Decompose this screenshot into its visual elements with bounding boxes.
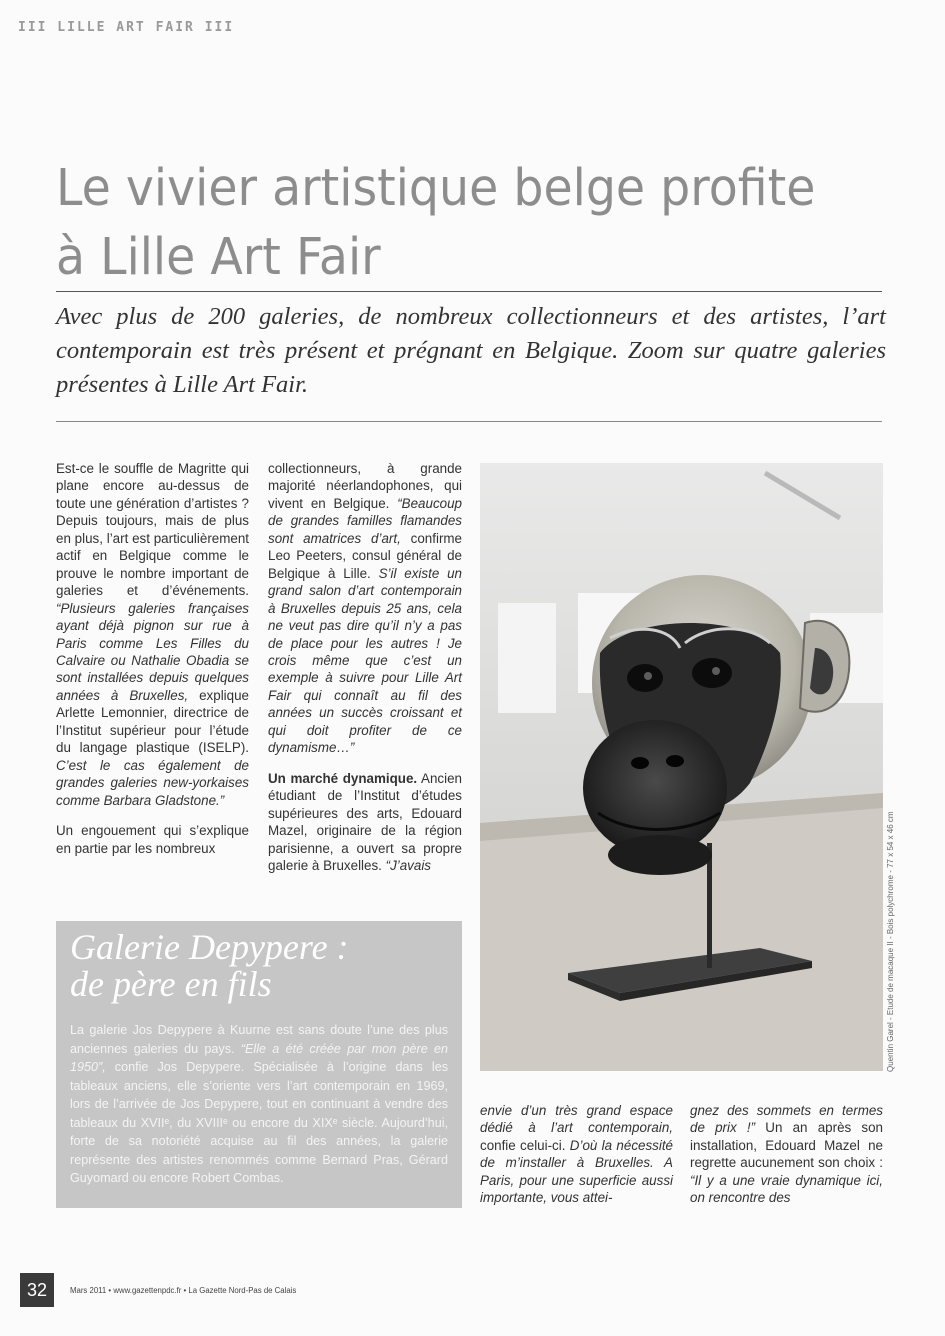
headline: Le vivier artistique belge profite à Lille Art Fair (56, 159, 816, 287)
sidebar-body: La galerie Jos Depypere à Kuurne est sans doute l’une des plus anciennes galeries du pays. “Elle a été créée par mon père en 1950”, confie Jos Depypere. Spécialisée à l’origine dans les tableaux anciens, elle s’oriente vers l’art contemporain en 1969, lors de l’arrivée de Jos Depypere, tout en continuant à vendre des tableaux du XVIIᵉ, du XVIIIᵉ ou encore du XIXᵉ siècle. Aujourd’hui, forte de sa notoriété acquise au fil des années, la galerie représente des artistes renommés comme Bernard Pras, Gérard Guyomard ou encore Robert Combas. (70, 1023, 448, 1185)
article-column-1 (56, 460, 249, 870)
photo-credit: Quentin Garel - Etude de macaque II - Bois polychrome - 77 x 54 x 46 cm (886, 811, 895, 1072)
paragraph: Est-ce le souffle de Magritte qui plane encore au-dessus de toute une génération d’artistes ? Depuis toujours, mais de plus en plus, l’art est particulièrement actif en Belgique comme le prouve le nombre important de galeries et d’événements. “Plusieurs galeries françaises ayant déjà pignon sur rue à Paris comme Les Filles du Calvaire ou Nathalie Obadia se sont installées depuis quelques années à Bruxelles, explique Arlette Lemonnier, directrice de l’Institut supérieur pour l’étude du langage plastique (ISELP). C’est le cas également de grandes galeries new-yorkaises comme Barbara Gladstone.” (56, 461, 249, 808)
footer-text: Mars 2011 • www.gazettenpdc.fr • La Gazette Nord-Pas de Calais (70, 1286, 297, 1295)
paragraph: gnez des sommets en termes de prix !” Un an après son installation, Edouard Mazel ne regrette aucunement son choix : “Il y a une vraie dynamique ici, on rencontre des (690, 1103, 884, 1206)
article-column-4 (690, 1102, 883, 1220)
photo-macaque-sculpture (480, 463, 883, 1071)
subhead: Un marché dynamique. (268, 770, 418, 786)
sidebar-box (56, 921, 462, 1208)
paragraph: Un marché dynamique. Ancien étudiant de l’Institut d’études supérieures des arts, Edouard Mazel, originaire de la région parisienne, a ouvert sa propre galerie à Bruxelles. “J’avais (268, 770, 462, 873)
paragraph: collectionneurs, à grande majorité néerlandophones, qui vivent en Belgique. “Beaucoup de grandes familles flamandes sont amatrices d’art, confirme Leo Peeters, consul général de Belgique à Lille. S’il existe un grand salon d’art contemporain à Bruxelles depuis 25 ans, cela ne veut pas dire qu’il n’y a pas de place pour les autres ! Je crois même que c’est un exemple à suivre pour Lille Art Fair qui connaît au fil des années un succès croissant et qui doit profiter de ce dynamisme…” (268, 461, 462, 756)
paragraph: envie d’un très grand espace dédié à l’art contemporain, confie celui-ci. D’où la nécessité de m’installer à Bruxelles. A Paris, pour une superficie aussi importante, vous attei- (480, 1103, 673, 1206)
section-header: III LILLE ART FAIR III (18, 20, 235, 35)
article-column-2 (268, 460, 462, 887)
paragraph: Un engouement qui s’explique en partie par les nombreux (56, 823, 249, 856)
page-number: 32 (20, 1273, 54, 1307)
rule-bottom (56, 421, 882, 422)
sidebar-title: Galerie Depypere : de père en fils (70, 927, 349, 1004)
article-column-3 (480, 1102, 673, 1220)
rule-top (56, 291, 882, 292)
intro-lede: Avec plus de 200 galeries, de nombreux collectionneurs et des artistes, l’art contemporain est très présent et prégnant en Belgique. Zoom sur quatre galeries présentes à Lille Art Fair. (56, 303, 886, 398)
